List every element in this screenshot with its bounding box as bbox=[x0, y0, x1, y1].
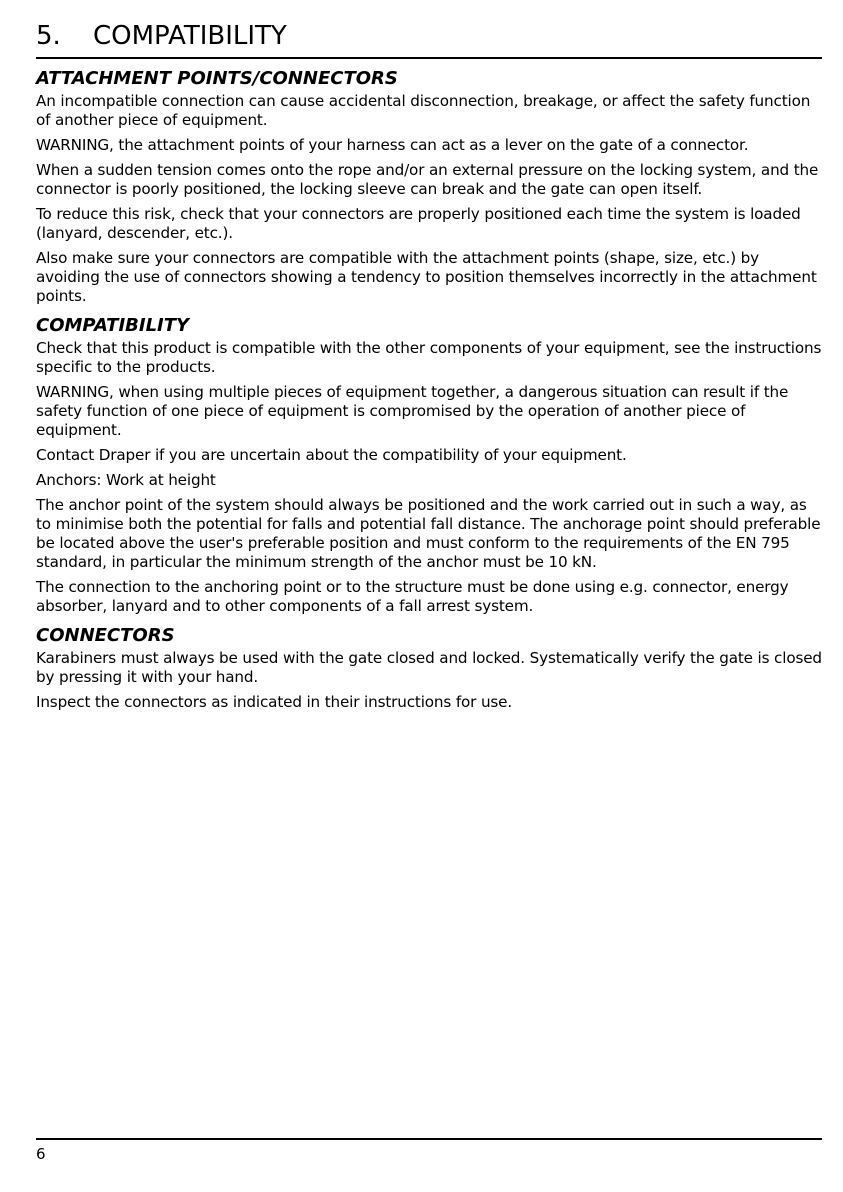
paragraph-anchors-subheading: Anchors: Work at height bbox=[36, 471, 216, 489]
paragraph-reduce-risk: To reduce this risk, check that your connectors are properly positioned each time the system is loaded (lanyard, descender, etc.). bbox=[36, 205, 801, 242]
section-attachment-points bbox=[36, 68, 822, 306]
paragraph-warning-lever: WARNING, the attachment points of your harness can act as a lever on the gate of a connector. bbox=[36, 136, 749, 154]
paragraph-inspect-connectors: Inspect the connectors as indicated in their instructions for use. bbox=[36, 693, 513, 711]
section-connectors bbox=[36, 625, 822, 712]
document-page bbox=[36, 20, 822, 718]
section-heading-connectors: CONNECTORS bbox=[36, 625, 175, 646]
paragraph-warning-multiple: WARNING, when using multiple pieces of equipment together, a dangerous situation can result if the safety function of one piece of equipment is compromised by the operation of another piece of equipment. bbox=[36, 383, 789, 439]
paragraph-anchoring-connection: The connection to the anchoring point or to the structure must be done using e.g. connector, energy absorber, lanyard and to other components of a fall arrest system. bbox=[36, 578, 789, 615]
paragraph-karabiners: Karabiners must always be used with the gate closed and locked. Systematically verify the gate is closed by pressing it with your hand. bbox=[36, 649, 822, 686]
chapter-number: 5. bbox=[36, 21, 61, 51]
paragraph-compatible-attachment: Also make sure your connectors are compatible with the attachment points (shape, size, etc.) by avoiding the use of connectors showing a tendency to position themselves incorrectly in the attachment points. bbox=[36, 249, 817, 305]
section-compatibility bbox=[36, 315, 822, 616]
chapter-title bbox=[36, 20, 822, 59]
paragraph-anchor-point: The anchor point of the system should always be positioned and the work carried out in such a way, as to minimise both the potential for falls and potential fall distance. The anchorage point should preferable be located above the user's preferable position and must conform to the requirements of the EN 795 standard, in particular the minimum strength of the anchor must be 10 kN. bbox=[36, 496, 821, 571]
footer-divider bbox=[36, 1138, 822, 1140]
paragraph-sudden-tension: When a sudden tension comes onto the rope and/or an external pressure on the locking system, and the connector is poorly positioned, the locking sleeve can break and the gate can open itself. bbox=[36, 161, 819, 198]
section-heading-attachment-points: ATTACHMENT POINTS/CONNECTORS bbox=[36, 68, 398, 89]
page-number: 6 bbox=[36, 1145, 46, 1163]
chapter-title-text: COMPATIBILITY bbox=[93, 21, 287, 51]
paragraph-incompatible-connection: An incompatible connection can cause accidental disconnection, breakage, or affect the safety function of another piece of equipment. bbox=[36, 92, 811, 129]
section-heading-compatibility: COMPATIBILITY bbox=[36, 315, 190, 336]
paragraph-check-compatible: Check that this product is compatible with the other components of your equipment, see the instructions specific to the products. bbox=[36, 339, 822, 376]
paragraph-contact-draper: Contact Draper if you are uncertain about the compatibility of your equipment. bbox=[36, 446, 627, 464]
